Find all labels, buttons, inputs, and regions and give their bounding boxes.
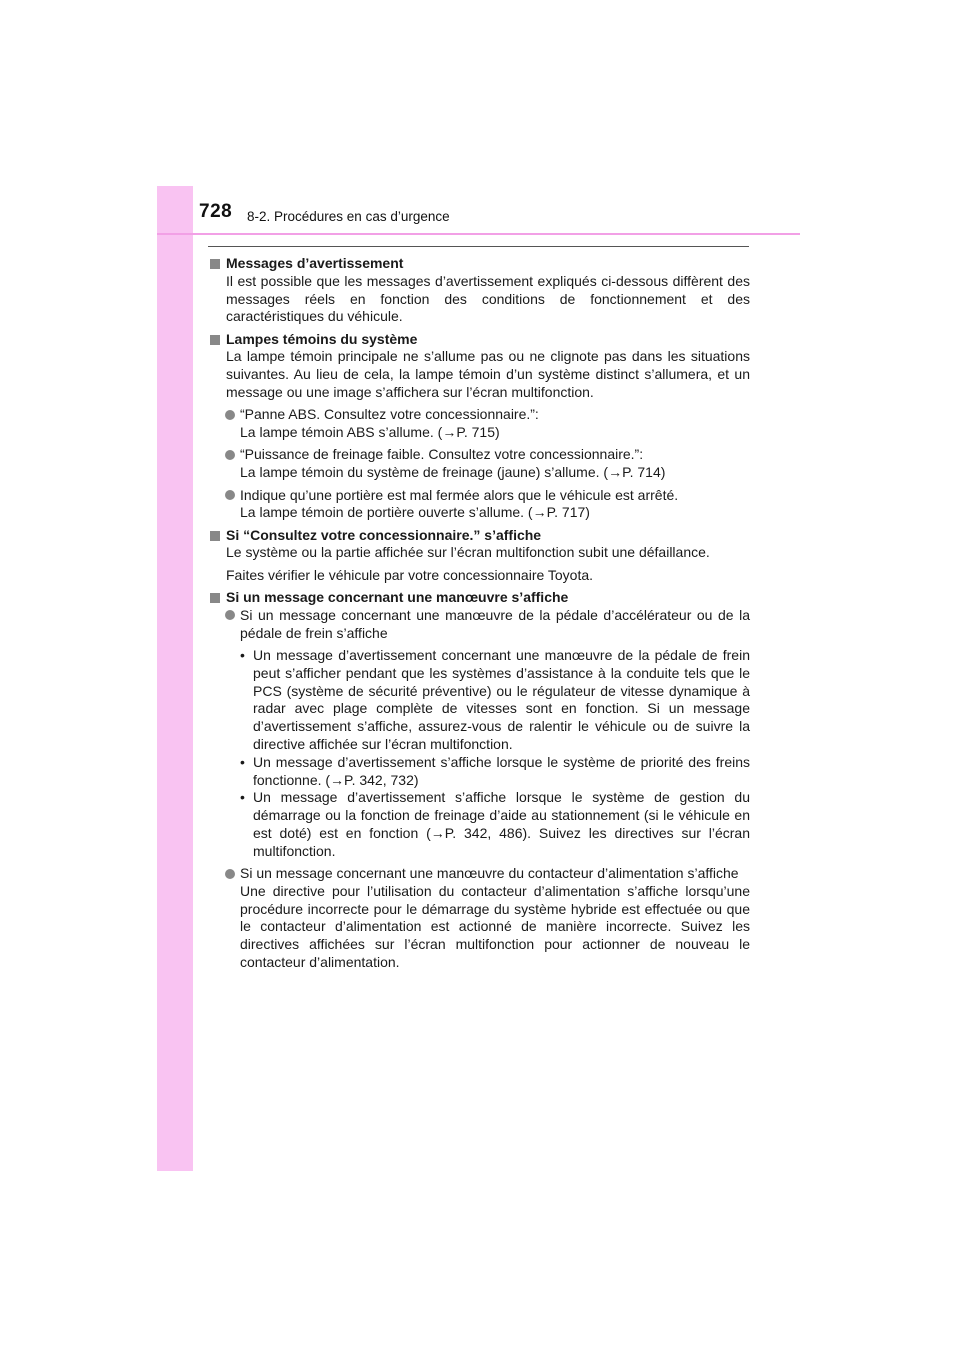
page-content (209, 255, 750, 972)
square-bullet-icon (210, 335, 220, 345)
list-item: Si un message concernant une manœuvre du contacteur d’alimentation s’affiche Une directive pour l’utilisation du contacteur d’alimentation s’affiche lorsqu’une procédure incorrecte pour le démarrage du système hybride est effectuée ou que le contacteur d’alimentation est actionné de manière incorrecte. Suivez les directives affichées sur l’écran multifonction pour actionner de nouveau le contacteur d’alimentation. (209, 865, 750, 972)
paragraph: Il est possible que les messages d’avertissement expliqués ci-dessous diffèrent des messages réels en fonction des conditions de fonctionnement et des caractéristiques du véhicule. (226, 272, 750, 325)
paragraph: Faites vérifier le véhicule par votre concessionnaire Toyota. (226, 566, 594, 583)
sub-list-item: • Un message d’avertissement concernant une manœuvre de la pédale de frein peut s’afficher pendant que les systèmes d’assistance à la conduite tels que le PCS (système de sécurité préventive) ou le régulateur de vitesse dynamique à radar avec plage complète de vitesses sont en fonction. Si un message d’avertissement s’affiche, assurez-vous de ralentir le véhicule ou de suivre la directive affichée sur l’écran multifonction. (240, 646, 750, 752)
square-bullet-icon (210, 259, 220, 269)
header-divider (157, 233, 800, 235)
sub-list-item: • Un message d’avertissement s’affiche lorsque le système de gestion du démarrage ou la fonction de freinage d’aide au stationnement (si le véhicule en est doté) est en fonction (→P. 342, 486). Suivez les directives sur l’écran multifonction. (240, 789, 750, 859)
chapter-tab-band (157, 186, 193, 1171)
paragraph: Le système ou la partie affichée sur l’écran multifonction subit une défaillance. (226, 544, 710, 561)
section-heading: Messages d’avertissement (209, 255, 750, 273)
circle-bullet-icon (225, 490, 235, 500)
section-heading: Si “Consultez votre concessionnaire.” s’affiche (209, 527, 750, 545)
page-number: 728 (199, 201, 233, 222)
circle-bullet-icon (225, 610, 235, 620)
sub-list-item: • Un message d’avertissement s’affiche lorsque le système de priorité des freins fonctionne. (→P. 342, 732) (240, 753, 750, 788)
section-heading: Lampes témoins du système (209, 331, 750, 349)
chapter-title: 8-2. Procédures en cas d’urgence (247, 209, 450, 224)
circle-bullet-icon (225, 869, 235, 879)
list-item: Si un message concernant une manœuvre de la pédale d’accélérateur ou de la pédale de frein s’affiche (209, 607, 750, 643)
square-bullet-icon (210, 531, 220, 541)
list-item: Indique qu’une portière est mal fermée alors que le véhicule est arrêté. La lampe témoin de portière ouverte s’allume. (→P. 717) (209, 487, 750, 523)
list-item: “Panne ABS. Consultez votre concessionnaire.”: La lampe témoin ABS s’allume. (→P. 715) (209, 406, 750, 442)
section-rule (208, 246, 749, 247)
circle-bullet-icon (225, 410, 235, 420)
section-heading: Si un message concernant une manœuvre s’affiche (209, 589, 750, 607)
circle-bullet-icon (225, 450, 235, 460)
square-bullet-icon (210, 593, 220, 603)
list-item: “Puissance de freinage faible. Consultez votre concessionnaire.”: La lampe témoin du système de freinage (jaune) s’allume. (→P. 714) (209, 446, 750, 482)
paragraph: La lampe témoin principale ne s’allume pas ou ne clignote pas dans les situations suivantes. Au lieu de cela, la lampe témoin d’un système distinct s’allumera, et un message ou une image s’affichera sur l’écran multifonction. (226, 348, 750, 401)
